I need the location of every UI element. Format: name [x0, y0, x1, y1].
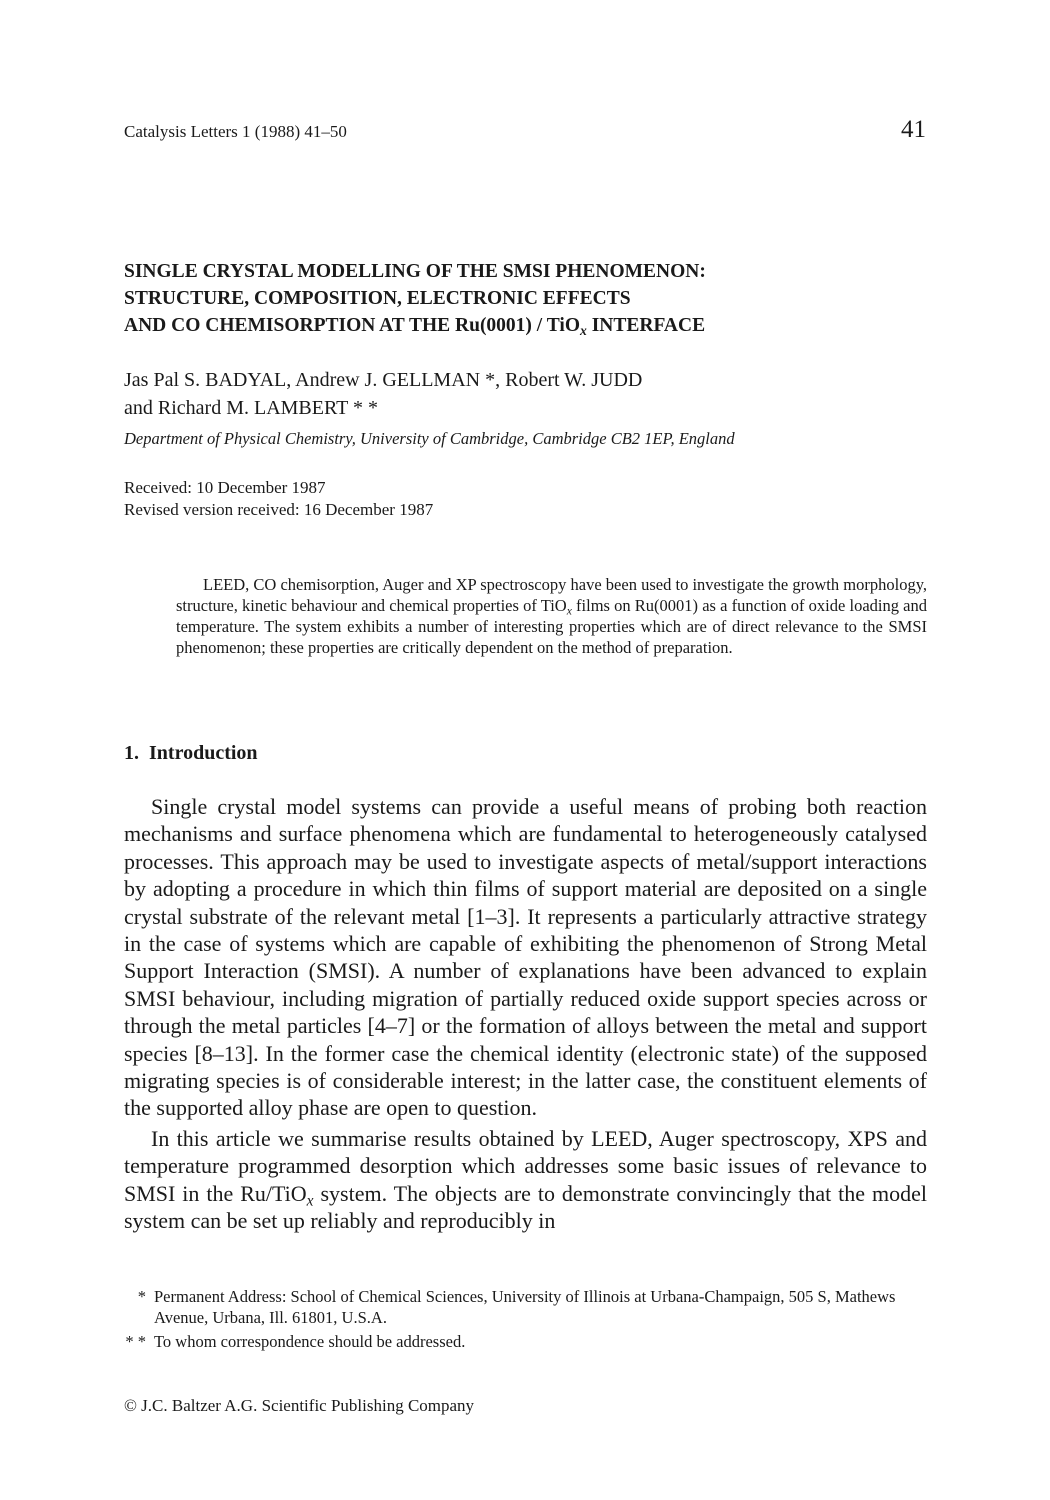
section-title: Introduction — [149, 742, 258, 764]
title-line-1: SINGLE CRYSTAL MODELLING OF THE SMSI PHENOMENON: — [124, 261, 706, 282]
footnote — [124, 1331, 927, 1352]
copyright-notice: © J.C. Baltzer A.G. Scientific Publishing Company — [124, 1396, 475, 1415]
abstract-part-2: films on Ru(0001) as a function of oxide loading and temperature. The system exhibits a number of interesting properties which are of direct relevance to the SMSI phenomenon; these properties are critically dependent on the method of preparation. — [176, 596, 927, 657]
paragraph-2-part-1: In this article we summarise results obtained by LEED, Auger spectroscopy, XPS and temperature programmed desorption which addresses some basic issues of relevance to SMSI in the Ru/TiO — [124, 1126, 927, 1206]
affiliation: Department of Physical Chemistry, University of Cambridge, Cambridge CB2 1EP, England — [124, 429, 735, 448]
journal-reference: Catalysis Letters 1 (1988) 41–50 — [124, 122, 347, 141]
abstract-subscript: x — [566, 605, 572, 618]
section-number: 1. — [124, 742, 139, 764]
submission-dates — [124, 477, 433, 521]
author-list — [124, 366, 924, 422]
revised-date: Revised version received: 16 December 1987 — [124, 500, 434, 519]
paragraph-2 — [124, 1125, 927, 1235]
title-line-3 — [124, 312, 944, 339]
authors-line-2: and Richard M. LAMBERT * * — [124, 397, 378, 419]
footnotes — [124, 1286, 927, 1355]
paragraph-2-part-2: system. The objects are to demonstrate convincingly that the model system can be set up reliably and reproducibly in — [124, 1180, 927, 1234]
title-line-3-prefix: AND CO CHEMISORPTION AT THE Ru(0001) / TiO — [124, 315, 580, 336]
section-heading-introduction — [124, 742, 258, 765]
footnote — [124, 1286, 927, 1328]
article-title — [124, 258, 944, 339]
page-number: 41 — [901, 116, 926, 143]
title-line-2: STRUCTURE, COMPOSITION, ELECTRONIC EFFECTS — [124, 288, 631, 309]
footnote-text: Permanent Address: School of Chemical Sciences, University of Illinois at Urbana-Champaign, 505 S, Mathews Avenue, Urbana, Ill. 61801, U.S.A. — [154, 1287, 896, 1327]
title-subscript: x — [579, 323, 587, 339]
title-line-3-suffix: INTERFACE — [586, 315, 706, 336]
authors-line-1: Jas Pal S. BADYAL, Andrew J. GELLMAN *, Robert W. JUDD — [124, 369, 643, 391]
received-date: Received: 10 December 1987 — [124, 478, 326, 497]
footnote-text: To whom correspondence should be addressed. — [154, 1332, 466, 1351]
running-head — [124, 116, 926, 150]
paragraph-1: Single crystal model systems can provide a useful means of probing both reaction mechanisms and surface phenomena which are fundamental to heterogeneously catalysed processes. This approach may be used to investigate aspects of metal/support interactions by adopting a procedure in which thin films of support material are deposited on a single crystal substrate of the relevant metal [1–3]. It represents a particularly attractive strategy in the case of systems which are capable of exhibiting the phenomenon of Strong Metal Support Interaction (SMSI). A number of explanations have been advanced to explain SMSI behaviour, including migration of partially reduced oxide support species across or through the metal particles [4–7] or the formation of alloys between the metal and support species [8–13]. In the former case the chemical identity (electronic state) of the supposed migrating species is of considerable interest; in the latter case, the constituent elements of the supported alloy phase are open to question. — [124, 794, 927, 1121]
paragraph-2-subscript: x — [306, 1192, 314, 1210]
abstract-part-1: LEED, CO chemisorption, Auger and XP spectroscopy have been used to investigate the growth morphology, structure, kinetic behaviour and chemical properties of TiO — [176, 575, 927, 615]
abstract — [176, 574, 927, 658]
footnote-mark: * * — [125, 1332, 146, 1351]
footnote-mark: * — [137, 1287, 146, 1306]
